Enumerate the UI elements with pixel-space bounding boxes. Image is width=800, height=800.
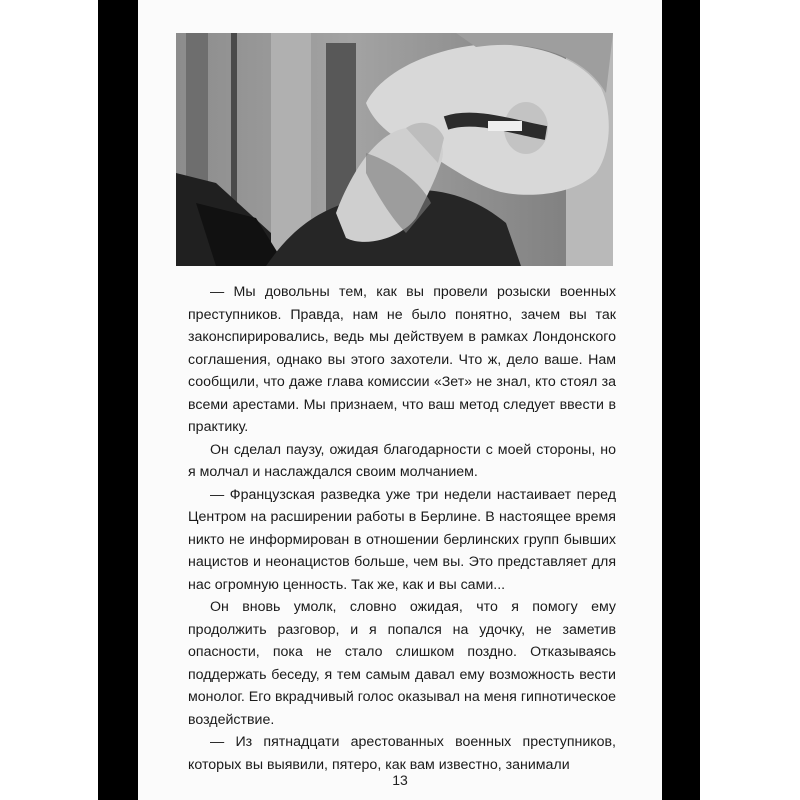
page-edge-right <box>662 0 700 800</box>
paragraph: Он вновь умолк, словно ожидая, что я помогу ему продолжить разговор, и я попался на удочку, не заметив опасности, пока не стало слишком поздно. Отказываясь поддержать беседу, я тем самым давал ему возможность вести монолог. Его вкрадчивый голос оказывал на меня гипнотическое воздействие. <box>188 599 616 728</box>
paragraph: Он сделал паузу, ожидая благодарности с моей стороны, но я молчал и наслаждался своим молчанием. <box>188 441 616 480</box>
body-text <box>188 281 616 776</box>
paragraph: — Французская разведка уже три недели настаивает перед Центром на расширении работы в Берлине. В настоящее время никто не информирован в отношении берлинских групп бывших нацистов и неонацистов больше, чем вы. Это представляет для нас огромную ценность. Так же, как и вы сами... <box>188 486 616 593</box>
paragraph: — Мы довольны тем, как вы провели розыски военных преступников. Правда, нам не было понятно, зачем вы так законспирировались, ведь мы действуем в рамках Лондонского соглашения, однако вы этого захотели. Что ж, дело ваше. Нам сообщили, что даже глава комиссии «Зет» не знал, кто стоял за всеми арестами. Мы признаем, что ваш метод следует ввести в практику. <box>188 284 616 435</box>
paragraph: — Из пятнадцати арестованных военных преступников, которых вы выявили, пятеро, как вам известно, занимали <box>188 734 616 773</box>
page-edge-left <box>98 0 138 800</box>
book-page <box>138 0 662 800</box>
page-number: 13 <box>392 772 408 788</box>
photo-man-with-headphones <box>176 33 613 266</box>
